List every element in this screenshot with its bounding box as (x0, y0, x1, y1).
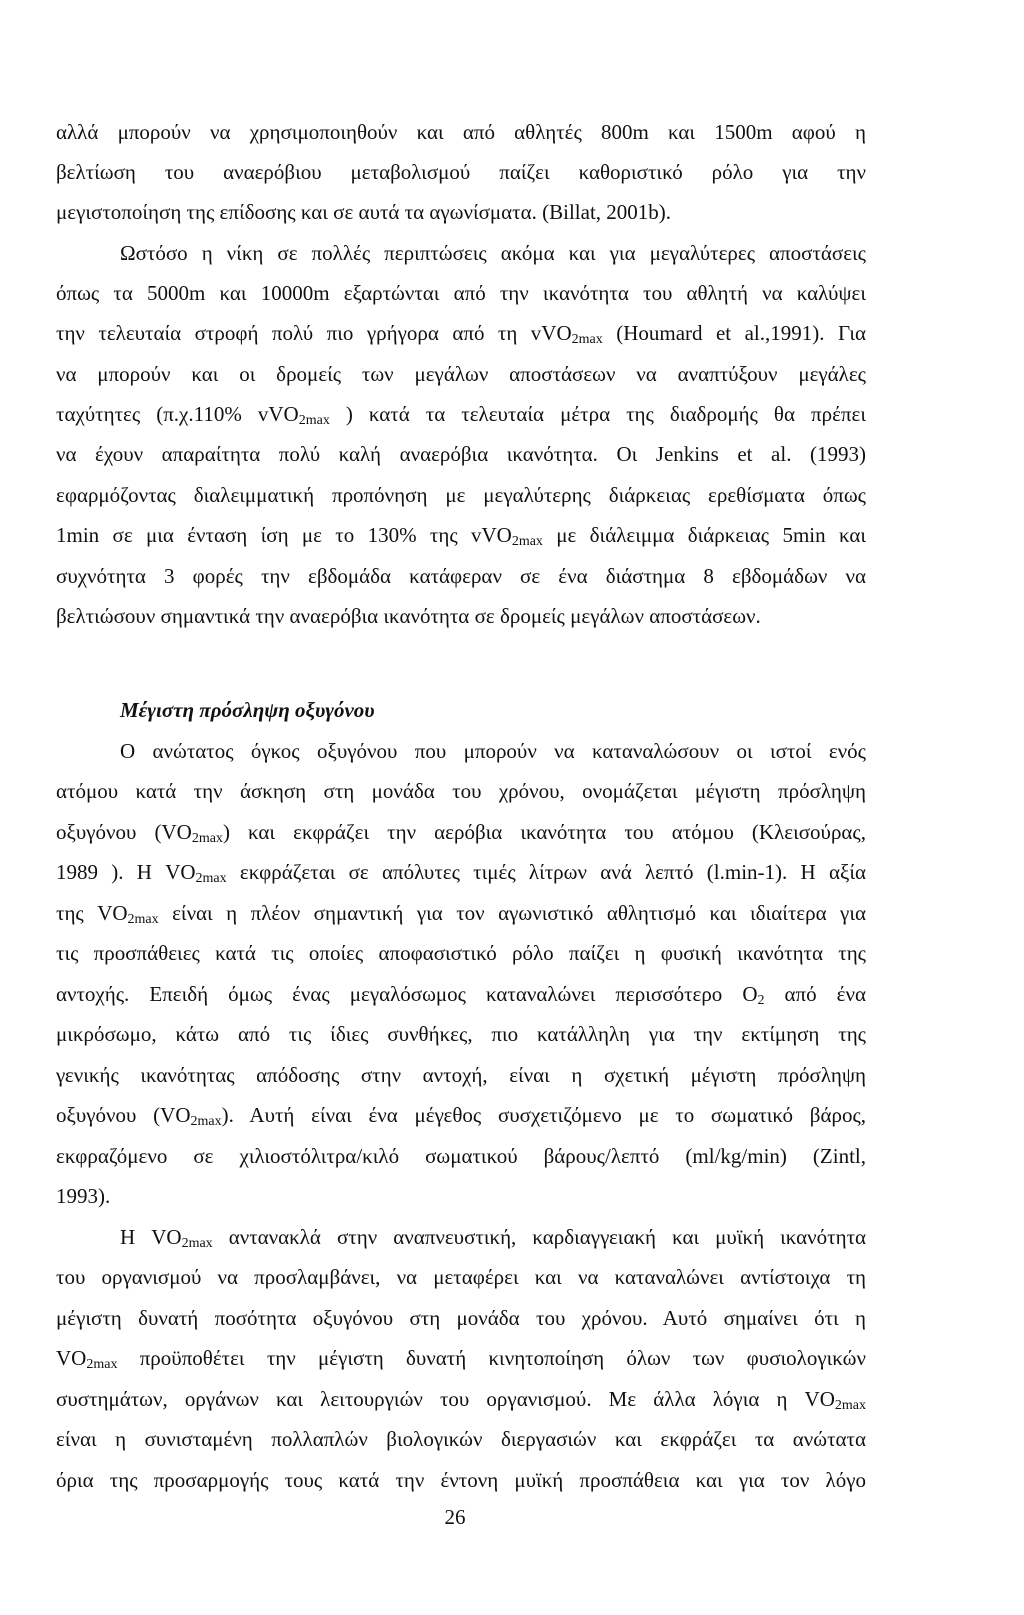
text-line (56, 893, 866, 933)
text-line: ατόμου κατά την άσκηση στη μονάδα του χρόνου, ονομάζεται μέγιστη πρόσληψη (56, 779, 866, 803)
text-line: μεγιστοποίηση της επίδοσης και σε αυτά τα αγωνίσματα. (Billat, 2001b). (56, 200, 672, 224)
subscript: 2max (298, 413, 330, 428)
text-line: μικρόσωμο, κάτω από τις ίδιες συνθήκες, πιο κατάλληλη για την εκτίμηση της (56, 1022, 866, 1046)
text-span: VO (56, 1346, 87, 1370)
text-line: εκφραζόμενο σε χιλιοστόλιτρα/κιλό σωματικού βάρους/λεπτό (ml/kg/min) (Zintl, (56, 1144, 866, 1168)
text-line (56, 1338, 866, 1378)
text-line: Ο ανώτατος όγκος οξυγόνου που μπορούν να καταναλώσουν οι ιστοί ενός (120, 739, 866, 763)
subscript: 2max (571, 332, 603, 347)
text-line: να έχουν απαραίτητα πολύ καλή αναερόβια ικανότητα. Οι Jenkins et al. (1993) (56, 442, 866, 466)
subscript: 2max (195, 871, 227, 886)
text-span: της VO (56, 901, 128, 925)
text-span: είναι η πλέον σημαντική για τον αγωνιστικό αθλητισμό και ιδιαίτερα για (158, 901, 866, 925)
text-span: αντοχής. Επειδή όμως ένας μεγαλόσωμος καταναλώνει περισσότερο O (56, 982, 758, 1006)
text-line: μέγιστη δυνατή ποσότητα οξυγόνου στη μονάδα του χρόνου. Αυτό σημαίνει ότι η (56, 1306, 866, 1330)
text-line (56, 852, 866, 892)
text-span: ) κατά τα τελευταία μέτρα της διαδρομής θα πρέπει (329, 402, 866, 426)
text-span: αντανακλά στην αναπνευστική, καρδιαγγειακή και μυϊκή ικανότητα (212, 1225, 867, 1249)
text-line (56, 1379, 866, 1419)
text-line: βελτίωση του αναερόβιου μεταβολισμού παίζει καθοριστικό ρόλο για την (56, 160, 866, 184)
text-line: γενικής ικανότητας απόδοσης στην αντοχή, είναι η σχετική μέγιστη πρόσληψη (56, 1063, 866, 1087)
text-span: ) και εκφράζει την αερόβια ικανότητα του ατόμου (Κλεισούρας, (222, 820, 866, 844)
text-line: όρια της προσαρμογής τους κατά την έντονη μυϊκή προσπάθεια και για τον λόγο (56, 1468, 866, 1492)
text-span: Η VO (120, 1225, 182, 1249)
text-line: τις προσπάθειες κατά τις οποίες αποφασιστικό ρόλο παίζει η φυσική ικανότητα της (56, 941, 866, 965)
text-span: 1989 ). Η VO (56, 860, 196, 884)
text-line: βελτιώσουν σημαντικά την αναερόβια ικανότητα σε δρομείς μεγάλων αποστάσεων. (56, 604, 761, 628)
text-line: αλλά μπορούν να χρησιμοποιηθούν και από αθλητές 800m και 1500m αφού η (56, 120, 866, 144)
subscript: 2 (757, 993, 765, 1008)
text-line: εφαρμόζοντας διαλειμματική προπόνηση με μεγαλύτερης διάρκειας ερεθίσματα όπως (56, 483, 866, 507)
text-span: (Houmard et al.,1991). Για (602, 321, 866, 345)
page-number: 26 (444, 1505, 466, 1529)
subscript: 2max (181, 1236, 213, 1251)
text-span: οξυγόνου (VO (56, 1103, 191, 1127)
subscript: 2max (511, 534, 543, 549)
text-line: 1993). (56, 1184, 111, 1208)
text-span: εκφράζεται σε απόλυτες τιμές λίτρων ανά λεπτό (l.min-1). Η αξία (226, 860, 866, 884)
text-line (56, 394, 866, 434)
text-line: του οργανισμού να προσλαμβάνει, να μεταφέρει και να καταναλώνει αντίστοιχα τη (56, 1265, 866, 1289)
text-line (56, 313, 866, 353)
text-line (56, 974, 866, 1014)
text-span: συστημάτων, οργάνων και λειτουργιών του οργανισμού. Με άλλα λόγια η VO (56, 1387, 835, 1411)
text-line (120, 1217, 866, 1257)
text-line: όπως τα 5000m και 10000m εξαρτώνται από την ικανότητα του αθλητή να καλύψει (56, 281, 866, 305)
text-span: από ένα (764, 982, 866, 1006)
text-line (56, 1095, 866, 1135)
subscript: 2max (86, 1357, 118, 1372)
text-line: είναι η συνισταμένη πολλαπλών βιολογικών διεργασιών και εκφράζει τα ανώτατα (56, 1427, 866, 1451)
text-span: με διάλειμμα διάρκειας 5min και (542, 523, 866, 547)
text-span: ). Αυτή είναι ένα μέγεθος συσχετιζόμενο με το σωματικό βάρος, (221, 1103, 867, 1127)
subscript: 2max (127, 912, 159, 927)
subscript: 2max (191, 831, 223, 846)
text-span: προϋποθέτει την μέγιστη δυνατή κινητοποίηση όλων των φυσιολογικών (117, 1346, 866, 1370)
text-span: ταχύτητες (π.χ.110% vVO (56, 402, 299, 426)
text-line: να μπορούν και οι δρομείς των μεγάλων αποστάσεων να αναπτύξουν μεγάλες (56, 362, 866, 386)
text-line: Ωστόσο η νίκη σε πολλές περιπτώσεις ακόμα και για μεγαλύτερες αποστάσεις (120, 241, 866, 265)
text-span: 1min σε μια ένταση ίση με το 130% της vVO (56, 523, 512, 547)
subscript: 2max (190, 1114, 222, 1129)
text-line (56, 515, 866, 555)
text-span: την τελευταία στροφή πολύ πιο γρήγορα από τη vVO (56, 321, 572, 345)
text-line: συχνότητα 3 φορές την εβδομάδα κατάφεραν σε ένα διάστημα 8 εβδομάδων να (56, 564, 866, 588)
text-line (56, 812, 866, 852)
text-span: οξυγόνου (VO (56, 820, 192, 844)
subscript: 2max (834, 1398, 866, 1413)
section-heading: Μέγιστη πρόσληψη οξυγόνου (120, 698, 375, 722)
